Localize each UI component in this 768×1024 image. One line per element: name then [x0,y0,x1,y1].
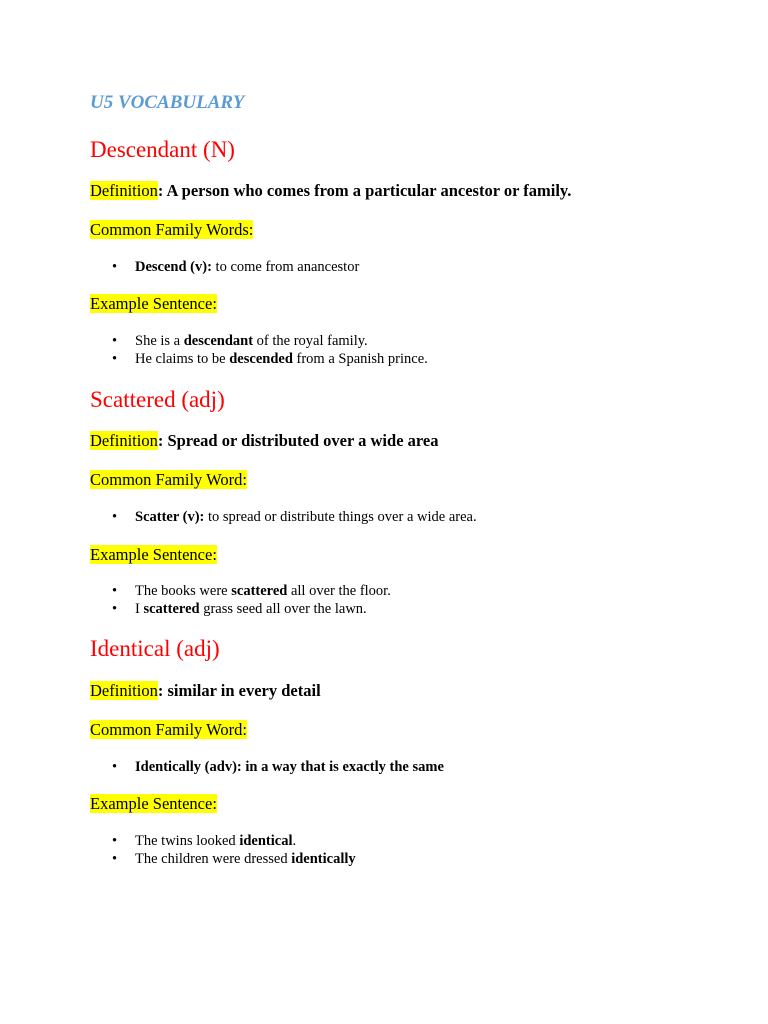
list-item: • I scattered grass seed all over the lawn. [90,600,391,618]
list-item [90,258,359,276]
definition-text: similar in every detail [163,681,321,700]
definition [90,181,571,201]
definition-text: Spread or distributed over a wide area [163,431,439,450]
family-text: to come from anancestor [211,259,360,275]
definition-label: Definition [90,181,158,200]
list-item [90,758,444,776]
list-item: • The books were scattered all over the floor. [90,582,391,600]
document-title: U5 VOCABULARY [90,92,245,113]
example-list [90,582,391,618]
definition-label: Definition [90,431,158,450]
list-item [90,508,477,526]
family-term: Identically (adv): in a way that is exactly the same [135,759,444,775]
example-list [90,332,428,368]
family-heading: Common Family Word: [90,720,247,739]
family-text: to spread or distribute things over a wide area. [204,509,477,525]
list-item: • The children were dressed identically [90,850,356,868]
definition [90,431,439,451]
example-list [90,832,356,868]
definition-separator: : [157,181,164,200]
list-item: • He claims to be descended from a Spanish prince. [90,350,428,368]
family-term: Descend (v): [135,259,212,275]
family-list [90,258,359,276]
definition-label: Definition [90,681,158,700]
example-heading: Example Sentence: [90,794,217,813]
example-heading: Example Sentence: [90,545,217,564]
list-item: • The twins looked identical. [90,832,356,850]
family-heading: Common Family Words: [90,220,254,239]
family-list [90,508,477,526]
vocab-word: Descendant (N) [90,137,235,162]
definition [90,681,321,701]
family-heading: Common Family Word: [90,470,247,489]
family-list [90,758,444,776]
definition-separator: : [157,431,164,450]
list-item: • She is a descendant of the royal family. [90,332,428,350]
definition-text: A person who comes from a particular ancestor or family. [163,181,572,200]
family-term: Scatter (v): [135,509,205,525]
vocab-word: Identical (adj) [90,636,220,661]
example-heading: Example Sentence: [90,294,217,313]
vocab-word: Scattered (adj) [90,387,225,412]
definition-separator: : [157,681,164,700]
